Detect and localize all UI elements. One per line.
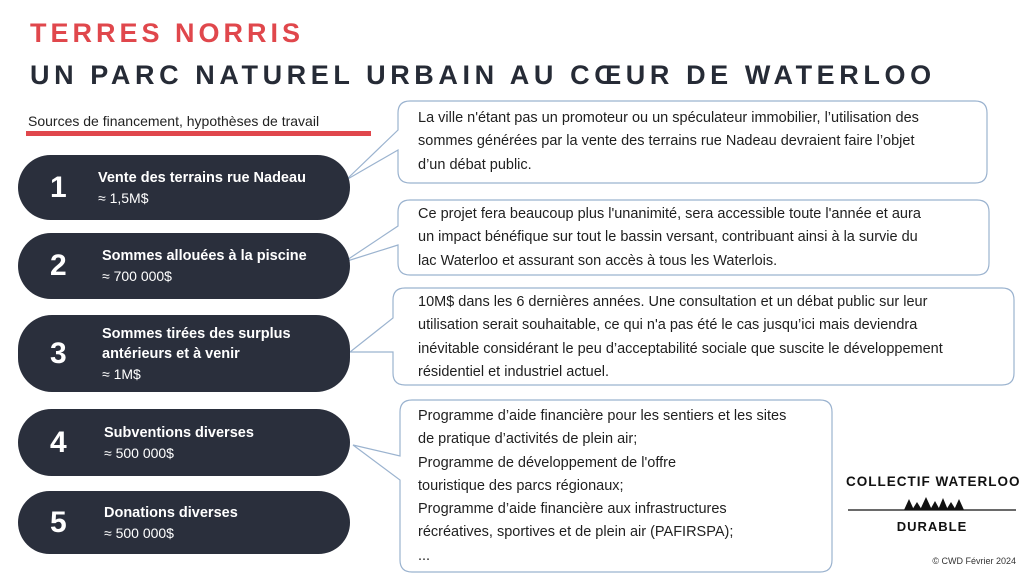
- source-name: Subventions diverses: [104, 424, 254, 441]
- source-number: 5: [50, 505, 67, 539]
- note-line: touristique des parcs régionaux;: [418, 477, 624, 494]
- note-line: Programme de développement de l'offre: [418, 454, 677, 471]
- source-amount: ≈ 700 000$: [102, 268, 172, 284]
- note-line: utilisation serait souhaitable, ce qui n'a pas été le cas jusqu’ici mais deviendra: [418, 317, 918, 334]
- note-line: un impact bénéfique sur tout le bassin versant, contribuant ainsi à la survie du: [418, 229, 918, 246]
- source-label: [104, 423, 254, 463]
- note-line: Programme d’aide financière aux infrastructures: [418, 501, 727, 518]
- note-4: [418, 405, 786, 568]
- source-amount: ≈ 500 000$: [104, 444, 174, 461]
- note-line: résidentiel et industriel actuel.: [418, 363, 610, 380]
- note-2: [418, 203, 921, 273]
- note-line: 10M$ dans les 6 dernières années. Une consultation et un débat public sur leur: [418, 294, 928, 310]
- funding-source-3: [18, 315, 350, 392]
- tree-line-icon: [846, 496, 1018, 516]
- brand-subtitle: DURABLE: [896, 519, 968, 534]
- note-line: inévitable considérant le peu d’acceptabilité sociale que suscite le développement: [418, 340, 943, 357]
- source-amount: ≈ 500 000$: [104, 524, 174, 541]
- copyright-notice: © CWD Février 2024: [932, 556, 1016, 566]
- source-number: 3: [50, 336, 67, 370]
- note-3: [418, 291, 943, 384]
- source-number: 2: [50, 249, 67, 282]
- funding-source-2: [18, 233, 350, 299]
- section-label: Sources de financement, hypothèses de travail: [28, 113, 320, 129]
- source-amount: ≈ 1M$: [102, 365, 141, 382]
- note-line: La ville n'étant pas un promoteur ou un spéculateur immobilier, l’utilisation des: [418, 110, 919, 126]
- source-label: [104, 503, 238, 543]
- funding-source-1: [18, 155, 350, 220]
- source-label: [98, 168, 306, 208]
- note-line: d’un débat public.: [418, 156, 532, 173]
- source-label: [102, 324, 291, 384]
- note-line: de pratique d’activités de plein air;: [418, 431, 638, 448]
- source-name: Donations diverses: [104, 504, 238, 521]
- note-line: sommes générées par la vente des terrains rue Nadeau devraient faire l’objet: [418, 133, 915, 150]
- source-number: 1: [50, 170, 67, 204]
- source-amount: ≈ 1,5M$: [98, 189, 149, 206]
- page-title: TERRES NORRIS: [30, 18, 305, 48]
- note-line: récréatives, sportives et de plein air (PAFIRSPA);: [418, 524, 734, 541]
- brand-logo: [846, 474, 1021, 534]
- funding-source-5: [18, 491, 350, 554]
- note-line: Ce projet fera beaucoup plus l'unanimité, sera accessible toute l'année et aura: [418, 206, 921, 222]
- source-label: [102, 246, 307, 286]
- note-line: lac Waterloo et assurant son accès à tous les Waterlois.: [418, 252, 778, 269]
- source-name: Sommes allouées à la piscine: [102, 248, 307, 264]
- note-line: ...: [418, 547, 431, 564]
- source-name: Sommes tirées des surplus: [102, 325, 291, 342]
- funding-source-4: [18, 409, 350, 476]
- note-line: Programme d’aide financière pour les sentiers et les sites: [418, 408, 787, 424]
- source-name-line2: antérieurs et à venir: [102, 345, 240, 362]
- brand-name: COLLECTIF WATERLOO: [846, 474, 1021, 489]
- note-1: [418, 107, 919, 177]
- source-name: Vente des terrains rue Nadeau: [98, 169, 306, 186]
- page-subtitle: UN PARC NATUREL URBAIN AU CŒUR DE WATERLOO: [30, 60, 936, 90]
- source-number: 4: [50, 425, 67, 459]
